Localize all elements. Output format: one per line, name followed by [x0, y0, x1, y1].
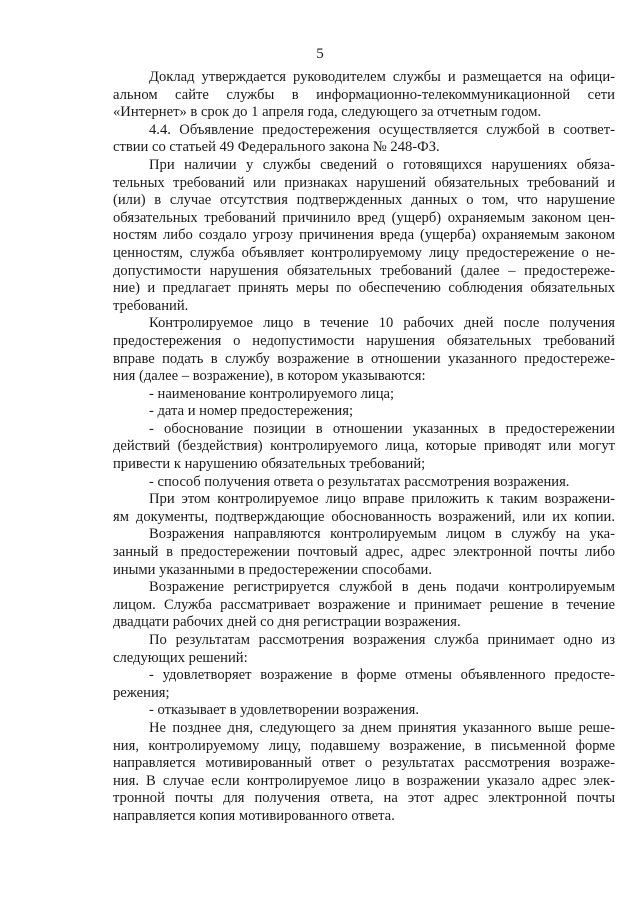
text-line: При этом контролируемое лицо вправе приложить к таким возражени-	[149, 491, 615, 508]
text-line: (или) в случае отсутствия подтвержденных данных о том, что нарушение	[113, 192, 615, 209]
text-line: направляется копия мотивированного ответа.	[113, 807, 395, 824]
text-line: 4.4. Объявление предостережения осуществляется службой в соответ-	[149, 121, 615, 138]
text-line: Доклад утверждается руководителем службы и размещается на офици-	[149, 69, 615, 85]
text-line: ния (далее – возражение), в котором указываются:	[113, 368, 426, 385]
text-line: привести к нарушению обязательных требований;	[113, 456, 426, 473]
text-line: следующих решений:	[113, 649, 248, 666]
text-line: При наличии у службы сведений о готовящихся нарушениях обяза-	[149, 156, 615, 173]
text-line: направляется мотивированный ответ о результатах рассмотрения возраже-	[113, 755, 615, 772]
document-body	[113, 69, 615, 826]
text-line: Не позднее дня, следующего за днем принятия указанного выше реше-	[149, 719, 615, 736]
text-line: обязательных требований причинило вред (ущерб) охраняемым законом цен-	[113, 209, 615, 226]
text-line: ям документы, подтверждающие обоснованность возражений, или их копии.	[113, 508, 615, 525]
text-line: По результатам рассмотрения возражения служба принимает одно из	[149, 632, 615, 648]
text-line: тельных требований или признаках нарушений обязательных требований и	[113, 174, 615, 191]
text-line: ценностям, служба объявляет контролируемому лицу предостережение о не-	[113, 244, 615, 261]
text-line: двадцати рабочих дней со дня регистрации возражения.	[113, 614, 461, 631]
text-line: - обоснование позиции в отношении указанных в предостережении	[149, 420, 615, 437]
text-line: предостережения о недопустимости нарушения обязательных требований	[113, 332, 615, 349]
text-line: допустимости нарушения обязательных требований (далее – предостереже-	[113, 262, 615, 279]
text-line: альном сайте службы в информационно-телекоммуникационной сети	[113, 86, 615, 103]
text-line: Возражение регистрируется службой в день подачи контролируемым	[149, 579, 615, 596]
text-line: занный в предостережении почтовый адрес, адрес электронной почты либо	[113, 544, 615, 561]
text-line: ния, контролируемому лицу, подавшему возражение, в письменной форме	[113, 737, 615, 754]
text-line: ние) и предлагает принять меры по обеспечению соблюдения обязательных	[113, 280, 615, 297]
text-line: режения;	[113, 684, 170, 701]
text-line: тронной почты для получения ответа, на этот адрес электронной почты	[113, 790, 615, 807]
text-line: - способ получения ответа о результатах рассмотрения возражения.	[149, 473, 570, 490]
text-line: лицом. Служба рассматривает возражение и принимает решение в течение	[113, 596, 615, 613]
text-line: ствии со статьей 49 Федерального закона № 248-ФЗ.	[113, 139, 440, 156]
text-line: «Интернет» в срок до 1 апреля года, следующего за отчетным годом.	[113, 104, 542, 121]
text-line: иными указанными в предостережении способами.	[113, 561, 433, 578]
text-line: требований.	[113, 297, 189, 314]
text-line: - дата и номер предостережения;	[149, 403, 353, 420]
text-line: Контролируемое лицо в течение 10 рабочих дней после получения	[149, 315, 615, 332]
text-line: действий (бездействия) контролируемого лица, которые приводят или могут	[113, 438, 615, 455]
text-line: ностям либо создало угрозу причинения вреда (ущерба) охраняемым законом	[113, 227, 615, 244]
text-line: ния. В случае если контролируемое лицо в возражении указало адрес элек-	[113, 772, 615, 789]
text-line: Возражения направляются контролируемым лицом в службу на ука-	[149, 526, 615, 543]
text-line: - наименование контролируемого лица;	[149, 385, 395, 402]
page-number: 5	[316, 46, 324, 62]
text-line: - отказывает в удовлетворении возражения.	[149, 702, 419, 719]
text-line: - удовлетворяет возражение в форме отмены объявленного предосте-	[149, 667, 615, 684]
text-line: вправе подать в службу возражение в отношении указанного предостереже-	[113, 350, 615, 367]
